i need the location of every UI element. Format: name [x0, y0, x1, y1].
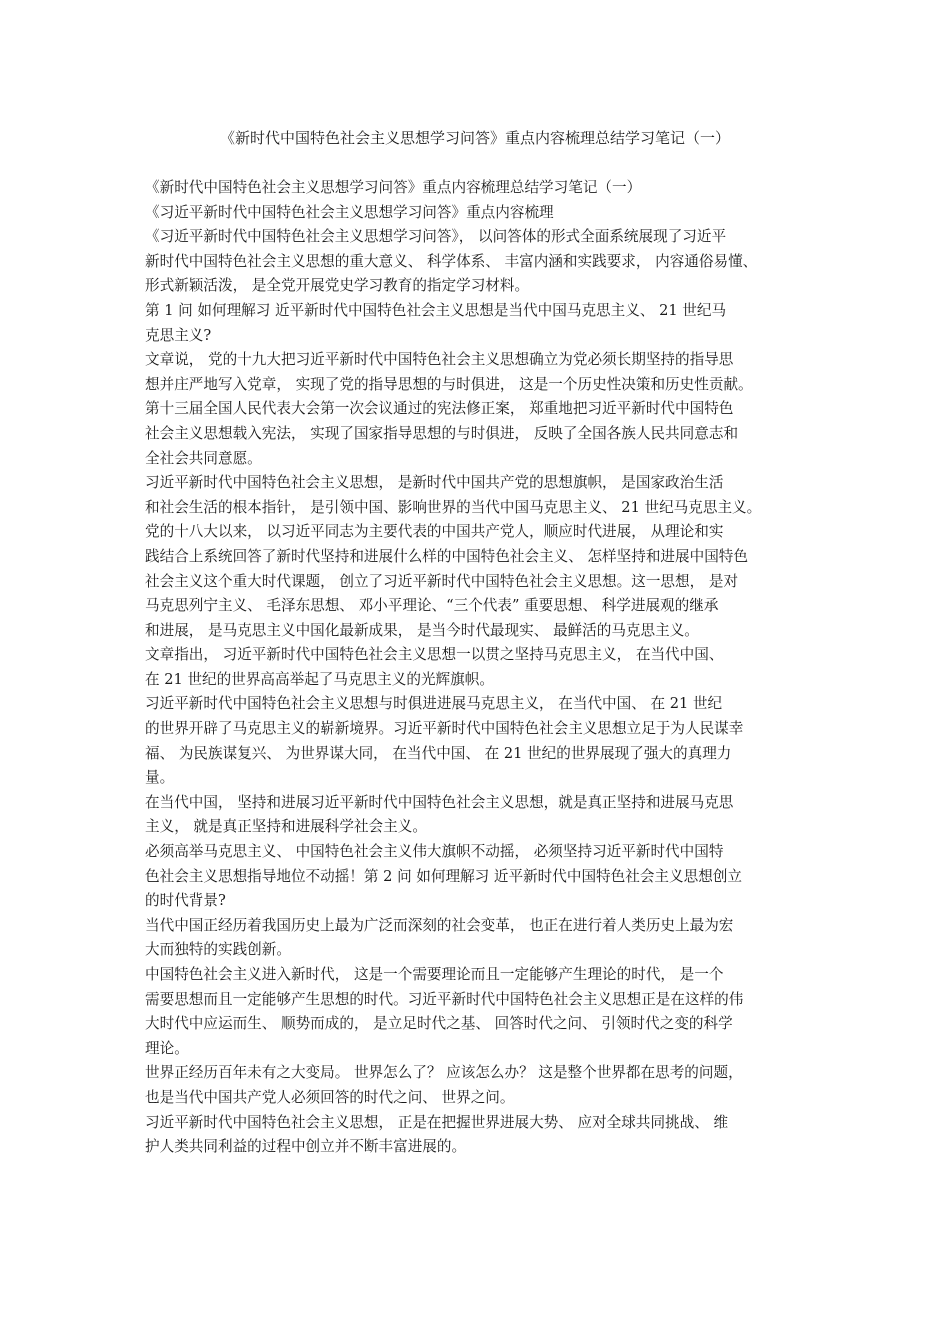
text-line: 当代中国正经历着我国历史上最为广泛而深刻的社会变革， 也正在进行着人类历史上最为宏	[145, 916, 734, 934]
text-line: 主义， 就是真正坚持和进展科学社会主义。	[145, 818, 427, 836]
document-body	[145, 176, 820, 1160]
text-line: 《习近平新时代中国特色社会主义思想学习问答》， 以问答体的形式全面系统展现了习近平	[145, 228, 727, 246]
text-line: 新时代中国特色社会主义思想的重大意义、 科学体系、 丰富内涵和实践要求， 内容通俗易懂、	[145, 252, 758, 270]
text-line: 福、 为民族谋复兴、 为世界谋大同， 在当代中国、 在 21 世纪的世界展现了强大的真理力	[145, 744, 732, 762]
text-line: 世界正经历百年未有之大变局。 世界怎么了？ 应该怎么办？ 这是整个世界都在思考的问题，	[145, 1064, 743, 1082]
text-line: 第十三届全国人民代表大会第一次会议通过的宪法修正案， 郑重地把习近平新时代中国特色	[145, 400, 734, 418]
text-line: 也是当代中国共产党人必须回答的时代之问、 世界之问。	[145, 1088, 515, 1106]
text-line: 《习近平新时代中国特色社会主义思想学习问答》重点内容梳理	[145, 203, 554, 221]
text-line: 社会主义思想载入宪法， 实现了国家指导思想的与时俱进， 反映了全国各族人民共同意志和	[145, 424, 739, 442]
text-line: 护人类共同利益的过程中创立并不断丰富进展的。	[145, 1138, 467, 1156]
text-line: 文章指出， 习近平新时代中国特色社会主义思想一以贯之坚持马克思主义， 在当代中国、	[145, 646, 724, 664]
text-line: 的时代背景?	[145, 892, 226, 910]
text-line: 大而独特的实践创新。	[145, 941, 291, 959]
text-line: 和社会生活的根本指针， 是引领中国、影响世界的当代中国马克思主义、 21 世纪马克思主义。	[145, 498, 762, 516]
text-line: 习近平新时代中国特色社会主义思想， 正是在把握世界进展大势、 应对全球共同挑战、 维	[145, 1113, 729, 1131]
text-line: 克思主义?	[145, 326, 212, 344]
text-line: 需要思想而且一定能够产生思想的时代。习近平新时代中国特色社会主义思想正是在这样的伟	[145, 990, 744, 1008]
text-line: 大时代中应运而生、 顺势而成的， 是立足时代之基、 回答时代之问、 引领时代之变的科学	[145, 1015, 733, 1033]
text-line: 量。	[145, 769, 175, 787]
text-line: 中国特色社会主义进入新时代， 这是一个需要理论而且一定能够产生理论的时代， 是一个	[145, 966, 724, 983]
text-line: 在 21 世纪的世界高高举起了马克思主义的光辉旗帜。	[145, 670, 494, 688]
text-line: 社会主义这个重大时代课题， 创立了习近平新时代中国特色社会主义思想。这一思想， 是对	[145, 572, 739, 590]
text-line: 习近平新时代中国特色社会主义思想与时俱进进展马克思主义， 在当代中国、 在 21 世纪	[145, 695, 723, 713]
text-line: 全社会共同意愿。	[145, 449, 262, 467]
text-line: 在当代中国， 坚持和进展习近平新时代中国特色社会主义思想，就是真正坚持和进展马克思	[145, 793, 734, 811]
text-line: 文章说， 党的十九大把习近平新时代中国特色社会主义思想确立为党必须长期坚持的指导思	[145, 351, 734, 369]
text-line: 党的十八大以来， 以习近平同志为主要代表的中国共产党人，顺应时代进展， 从理论和实	[145, 523, 724, 541]
text-line: 色社会主义思想指导地位不动摇！第 2 问 如何理解习 近平新时代中国特色社会主义思想创立	[145, 867, 743, 885]
text-line: 第 1 问 如何理解习 近平新时代中国特色社会主义思想是当代中国马克思主义、 21 世纪马	[145, 301, 727, 319]
text-line: 《新时代中国特色社会主义思想学习问答》重点内容梳理总结学习笔记（一）	[145, 179, 642, 196]
text-line: 必须高举马克思主义、 中国特色社会主义伟大旗帜不动摇， 必须坚持习近平新时代中国特	[145, 843, 724, 861]
text-line: 形式新颖活泼， 是全党开展党史学习教育的指定学习材料。	[145, 277, 530, 295]
text-line: 习近平新时代中国特色社会主义思想， 是新时代中国共产党的思想旗帜， 是国家政治生活	[145, 474, 724, 492]
text-line: 想并庄严地写入党章， 实现了党的指导思想的与时俱进， 这是一个历史性决策和历史性贡献。	[145, 375, 753, 393]
text-line: 马克思列宁主义、 毛泽东思想、 邓小平理论、“三个代表” 重要思想、 科学进展观的继承	[145, 597, 719, 615]
text-line: 践结合上系统回答了新时代坚持和进展什么样的中国特色社会主义、 怎样坚持和进展中国特色	[145, 547, 748, 565]
document-title: 《新时代中国特色社会主义思想学习问答》重点内容梳理总结学习笔记（一）	[219, 129, 730, 147]
text-line: 的世界开辟了马克思主义的崭新境界。习近平新时代中国特色社会主义思想立足于为人民谋幸	[145, 720, 744, 738]
text-line: 理论。	[145, 1039, 189, 1057]
text-line: 和进展， 是马克思主义中国化最新成果， 是当今时代最现实、 最鲜活的马克思主义。	[145, 621, 699, 639]
